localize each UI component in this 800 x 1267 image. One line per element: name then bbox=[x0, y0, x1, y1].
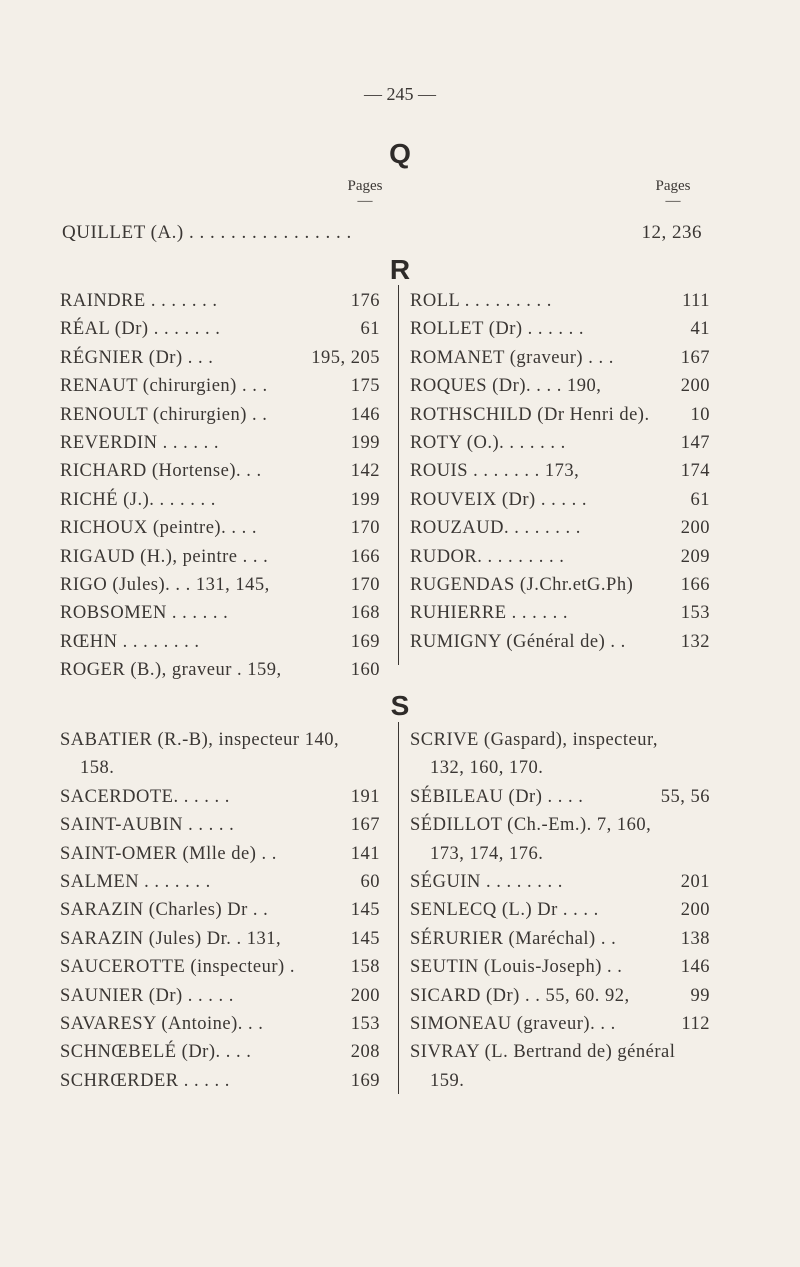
index-entry: SARAZIN (Charles) Dr . . 145 bbox=[60, 900, 380, 921]
index-entry: SAINT-AUBIN . . . . . 167 bbox=[60, 815, 380, 836]
section-letter-q: Q bbox=[389, 138, 411, 169]
column-divider-r bbox=[398, 285, 399, 665]
index-entry: RUMIGNY (Général de) . . 132 bbox=[410, 631, 710, 652]
index-entry: RÉGNIER (Dr) . . . 195, 205 bbox=[60, 347, 380, 368]
index-entry: SAINT-OMER (Mlle de) . . 141 bbox=[60, 843, 380, 864]
index-entry: SENLECQ (L.) Dr . . . . 200 bbox=[410, 900, 710, 921]
index-entry: RUHIERRE . . . . . . 153 bbox=[410, 603, 710, 624]
index-entry: SÉBILEAU (Dr) . . . . 55, 56 bbox=[410, 786, 710, 807]
entry-continuation: 132, 160, 170. bbox=[430, 758, 544, 779]
index-entry: ROQUES (Dr). . . . 190, 200 bbox=[410, 376, 710, 397]
column-divider-s bbox=[398, 722, 399, 1094]
pages-label: Pages bbox=[655, 178, 691, 194]
index-entry: ROTHSCHILD (Dr Henri de). 10 bbox=[410, 404, 710, 425]
r-left-column bbox=[60, 287, 380, 684]
index-entry: RÉAL (Dr) . . . . . . . 61 bbox=[60, 319, 380, 340]
index-entry: RICHARD (Hortense). . . 142 bbox=[60, 461, 380, 482]
index-entry: ROMANET (graveur) . . . 167 bbox=[410, 347, 710, 368]
index-entry: SEUTIN (Louis-Joseph) . . 146 bbox=[410, 957, 710, 978]
pages-label: Pages bbox=[347, 178, 383, 194]
index-entry: SACERDOTE. . . . . . 191 bbox=[60, 786, 380, 807]
index-entry: RAINDRE . . . . . . . 176 bbox=[60, 291, 380, 311]
index-entry: RUDOR. . . . . . . . . 209 bbox=[410, 546, 710, 567]
index-entry: SALMEN . . . . . . . 60 bbox=[60, 871, 380, 892]
index-entry: RIGAUD (H.), peintre . . . 166 bbox=[60, 546, 380, 567]
index-entry: ROTY (O.). . . . . . . 147 bbox=[410, 432, 710, 453]
index-entry: SAUNIER (Dr) . . . . . 200 bbox=[60, 985, 380, 1006]
index-entry: RICHÉ (J.). . . . . . . 199 bbox=[60, 489, 380, 510]
index-entry: SAUCEROTTE (inspecteur) . 158 bbox=[60, 957, 380, 978]
pages-dash: — bbox=[357, 193, 373, 209]
index-entry: RICHOUX (peintre). . . . 170 bbox=[60, 518, 380, 539]
index-entry: RENOULT (chirurgien) . . 146 bbox=[60, 404, 380, 425]
index-entry: SÉDILLOT (Ch.-Em.). 7, 160, bbox=[410, 815, 652, 836]
index-entry: ROUIS . . . . . . . 173, 174 bbox=[410, 461, 710, 482]
index-entry: ROLL . . . . . . . . . 111 bbox=[410, 291, 710, 311]
entry-pages: 12, 236 bbox=[641, 222, 702, 243]
index-entry: SABATIER (R.-B), inspecteur 140, bbox=[60, 730, 340, 750]
index-entry: RIGO (Jules). . . 131, 145, 170 bbox=[60, 574, 380, 595]
pages-dash: — bbox=[665, 193, 681, 209]
entry-name: QUILLET (A.) . . . . . . . . . . . . . . . . bbox=[62, 222, 352, 243]
index-entry: SCHNŒBELÉ (Dr). . . . 208 bbox=[60, 1042, 380, 1063]
index-entry: SIVRAY (L. Bertrand de) général bbox=[410, 1042, 676, 1063]
index-entry: ROGER (B.), graveur . 159, 160 bbox=[60, 660, 380, 681]
quillet-entry bbox=[62, 222, 702, 244]
index-entry: REVERDIN . . . . . . 199 bbox=[60, 432, 380, 453]
index-entry: SCHRŒRDER . . . . . 169 bbox=[60, 1070, 380, 1091]
index-entry: ROUVEIX (Dr) . . . . . 61 bbox=[410, 489, 710, 510]
r-right-column bbox=[410, 287, 710, 656]
index-entry: SIMONEAU (graveur). . . 112 bbox=[410, 1013, 710, 1034]
entry-continuation: 159. bbox=[430, 1070, 465, 1091]
section-letter-s: S bbox=[390, 690, 410, 721]
index-entry: RŒHN . . . . . . . . 169 bbox=[60, 631, 380, 652]
left-pages-header bbox=[330, 178, 400, 207]
index-entry: ROBSOMEN . . . . . . 168 bbox=[60, 603, 380, 624]
s-right-column bbox=[410, 726, 710, 1095]
index-entry: SICARD (Dr) . . 55, 60. 92, 99 bbox=[410, 985, 710, 1006]
section-letter-r: R bbox=[389, 254, 411, 285]
right-pages-header bbox=[638, 178, 708, 207]
index-entry: RENAUT (chirurgien) . . . 175 bbox=[60, 376, 380, 397]
index-entry: SCRIVE (Gaspard), inspecteur, bbox=[410, 730, 659, 750]
s-left-column bbox=[60, 726, 380, 1095]
index-entry: SÉRURIER (Maréchal) . . 138 bbox=[410, 928, 710, 949]
index-entry: ROLLET (Dr) . . . . . . 41 bbox=[410, 319, 710, 340]
index-entry: ROUZAUD. . . . . . . . 200 bbox=[410, 518, 710, 539]
index-entry: SAVARESY (Antoine). . . 153 bbox=[60, 1013, 380, 1034]
index-entry: SÉGUIN . . . . . . . . 201 bbox=[410, 871, 710, 892]
page-number: — 245 — bbox=[364, 84, 436, 104]
index-entry: SARAZIN (Jules) Dr. . 131, 145 bbox=[60, 928, 380, 949]
index-entry: RUGENDAS (J.Chr.etG.Ph) 166 bbox=[410, 574, 710, 595]
entry-continuation: 173, 174, 176. bbox=[430, 843, 544, 864]
entry-continuation: 158. bbox=[80, 758, 115, 779]
